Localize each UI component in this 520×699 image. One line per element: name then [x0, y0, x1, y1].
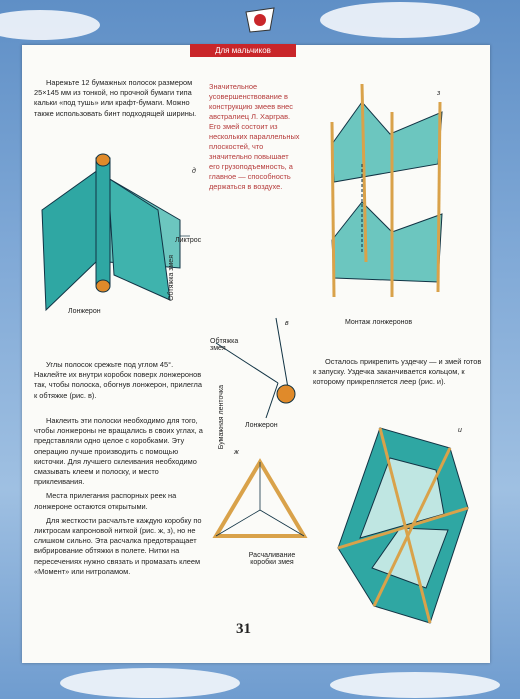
section-tag: Для мальчиков [190, 44, 296, 57]
figure-i [330, 418, 480, 628]
cloud [0, 10, 100, 40]
label-spar-d: Лонжерон [68, 308, 101, 315]
figure-letter-zh: ж [234, 449, 239, 456]
figure-d [30, 150, 210, 320]
kite-logo-icon [240, 4, 280, 38]
label-covering-v: Обтяжка змея [210, 338, 239, 352]
cloud [60, 668, 240, 698]
label-covering-d: Обтяжка змея [168, 255, 175, 301]
label-spar-v: Лонжерон [245, 422, 278, 429]
label-liktros: Ликтрос [175, 237, 202, 244]
cloud [330, 672, 500, 698]
figure-letter-d: д [192, 168, 196, 175]
cloud [320, 2, 480, 38]
page-number: 31 [236, 621, 251, 637]
caption-z: Монтаж лонжеронов [345, 319, 413, 326]
figure-letter-z: з [437, 90, 441, 97]
corners-paragraph: Углы полосок срежьте под углом 45°. Наклейте их внутри коробок поверх лонжеронов так, чтобы полоска, обогнув лонжерон, прилегла к обтяжке (рис. в). [34, 360, 202, 400]
intro-paragraph: Нарежьте 12 бумажных полосок размером 25×145 мм из тонкой, но прочной бумаги типа кальки «под тушь» или крафт-бумаги. Можно также использовать бинт подходящей ширины. [34, 78, 197, 118]
bridle-paragraph: Осталось прикрепить уздечку — и змей готов к запуску. Уздечка заканчивается кольцом, к которому прикрепляется леер (рис. и). [313, 357, 482, 387]
figure-letter-i: и [458, 427, 462, 434]
figure-zh [210, 456, 310, 544]
figure-z [322, 82, 452, 307]
label-strip-v: Бумажная ленточка [218, 385, 225, 450]
figure-letter-v: в [285, 320, 289, 327]
sidebar-note: Значительное усовершенствование в конструкцию змеев внес австралиец Л. Харграв. Его змей состоит из нескольких параллельных плоскостей, что значительно повышает его грузоподъемность, а главное — способность держаться в воздухе. [209, 82, 300, 191]
caption-zh: Расчаливание коробки змея [248, 552, 296, 566]
glue-paragraphs: Наклеить эти полоски необходимо для того, чтобы лонжероны не вращались в своих углах, а представляли одно целое с коробками. Эту операцию лучше производить с помощью кисточки. Для лучшего склеивания необходимо смазывать клеем и полоску, и место приклеивания. Места прилегания распорных реек на лонжероне остаются открытыми. Для жесткости расчалъте каждую коробку по ликтросам капроновой ниткой (рис. ж, з), но не слишком сильно. Эта расчалка предотвращает вибрирование обтяжки в полете. Нитки на пересечениях нужно связать и промазать клеем «Момент» или нитроламом. [34, 416, 203, 576]
